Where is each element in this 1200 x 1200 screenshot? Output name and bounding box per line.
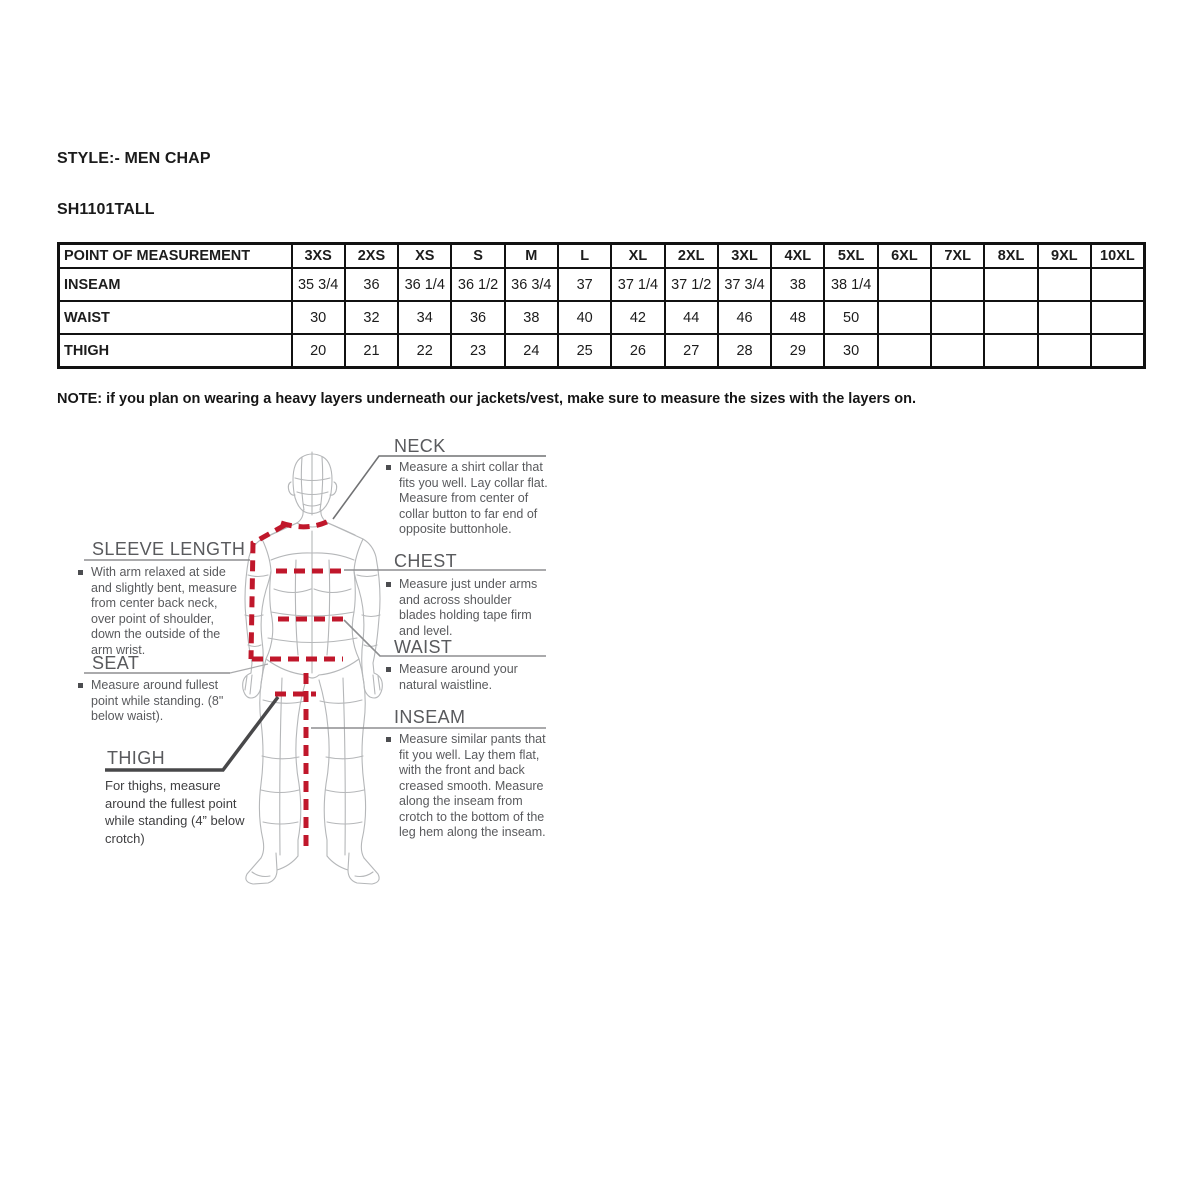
header-cell-point-of-measurement: POINT OF MEASUREMENT (59, 244, 292, 269)
waist-description-text: Measure around your natural waistline. (399, 662, 518, 692)
value-cell: 26 (611, 334, 664, 368)
sleeve-length-description (78, 565, 238, 658)
value-cell: 29 (771, 334, 824, 368)
value-cell: 25 (558, 334, 611, 368)
neck-description (386, 460, 548, 538)
value-cell: 44 (665, 301, 718, 334)
thigh-description-text: For thighs, measure around the fullest point while standing (4” below crotch) (105, 778, 245, 846)
header-cell-size: M (505, 244, 558, 269)
header-cell-size: 2XS (345, 244, 398, 269)
header-cell-size: S (451, 244, 504, 269)
value-cell: 35 3/4 (292, 268, 345, 301)
value-cell: 38 (771, 268, 824, 301)
header-cell-size: 3XL (718, 244, 771, 269)
value-cell: 23 (451, 334, 504, 368)
neck-heading: NECK (394, 436, 446, 456)
value-cell: 36 (345, 268, 398, 301)
value-cell: 37 1/4 (611, 268, 664, 301)
value-cell: 40 (558, 301, 611, 334)
chest-heading: CHEST (394, 551, 458, 571)
value-cell: 37 3/4 (718, 268, 771, 301)
header-cell-size: 4XL (771, 244, 824, 269)
value-cell: 38 1/4 (824, 268, 877, 301)
sleeve-measure-line (251, 525, 285, 659)
row-label-cell: WAIST (59, 301, 292, 334)
value-cell: 42 (611, 301, 664, 334)
inseam-heading: INSEAM (394, 707, 466, 727)
seat-description (78, 678, 228, 725)
chest-description-text: Measure just under arms and across shoulder blades holding tape firm and level. (399, 577, 538, 638)
seat-description-text: Measure around fullest point while standing. (8" below waist). (91, 678, 224, 723)
header-cell-size: 9XL (1038, 244, 1091, 269)
value-cell: 36 1/2 (451, 268, 504, 301)
bullet-icon (78, 683, 83, 688)
neck-measure-line (281, 520, 331, 527)
bullet-icon (78, 570, 83, 575)
header-cell-size: 6XL (878, 244, 931, 269)
inseam-description-text: Measure similar pants that fit you well. Lay them flat, with the front and back creased smooth. Measure along the inseam from crotch to the bottom of the leg hem along the inseam. (399, 732, 546, 839)
value-cell: 21 (345, 334, 398, 368)
body-figure (243, 452, 383, 884)
style-code: SH1101TALL (57, 201, 155, 218)
waist-description (386, 662, 538, 693)
value-cell: 50 (824, 301, 877, 334)
value-cell: 22 (398, 334, 451, 368)
sleeve-length-description-text: With arm relaxed at side and slightly bent, measure from center back neck, over point of shoulder, down the outside of the arm wrist. (91, 565, 237, 657)
bullet-icon (386, 737, 391, 742)
header-cell-size: XS (398, 244, 451, 269)
value-cell: 32 (345, 301, 398, 334)
value-cell: 36 3/4 (505, 268, 558, 301)
header-cell-size: 5XL (824, 244, 877, 269)
header-cell-size: 2XL (665, 244, 718, 269)
thigh-heading: THIGH (107, 748, 165, 768)
value-cell: 24 (505, 334, 558, 368)
value-cell: 36 1/4 (398, 268, 451, 301)
bullet-icon (386, 667, 391, 672)
chest-description (386, 577, 548, 639)
seat-heading: SEAT (92, 653, 140, 673)
value-cell: 30 (824, 334, 877, 368)
value-cell: 46 (718, 301, 771, 334)
note-text: NOTE: if you plan on wearing a heavy layers underneath our jackets/vest, make sure to measure the sizes with the layers on. (57, 391, 917, 407)
inseam-description (386, 732, 550, 841)
neck-description-text: Measure a shirt collar that fits you well. Lay collar flat. Measure from center of collar button to far end of opposite buttonhole. (399, 460, 548, 536)
header-cell-size: 8XL (984, 244, 1037, 269)
value-cell: 30 (292, 301, 345, 334)
value-cell: 28 (718, 334, 771, 368)
value-cell: 34 (398, 301, 451, 334)
header-cell-size: XL (611, 244, 664, 269)
row-label-cell: THIGH (59, 334, 292, 368)
value-cell: 27 (665, 334, 718, 368)
sleeve-length-heading: SLEEVE LENGTH (92, 539, 246, 559)
header-cell-size: L (558, 244, 611, 269)
row-label-cell: INSEAM (59, 268, 292, 301)
value-cell: 38 (505, 301, 558, 334)
style-label: STYLE:- MEN CHAP (57, 150, 211, 167)
value-cell: 20 (292, 334, 345, 368)
value-cell: 48 (771, 301, 824, 334)
bullet-icon (386, 582, 391, 587)
waist-heading: WAIST (394, 637, 453, 657)
header-cell-size: 7XL (931, 244, 984, 269)
value-cell: 36 (451, 301, 504, 334)
bullet-icon (386, 465, 391, 470)
header-cell-size: 10XL (1091, 244, 1144, 269)
value-cell: 37 1/2 (665, 268, 718, 301)
value-cell: 37 (558, 268, 611, 301)
header-cell-size: 3XS (292, 244, 345, 269)
